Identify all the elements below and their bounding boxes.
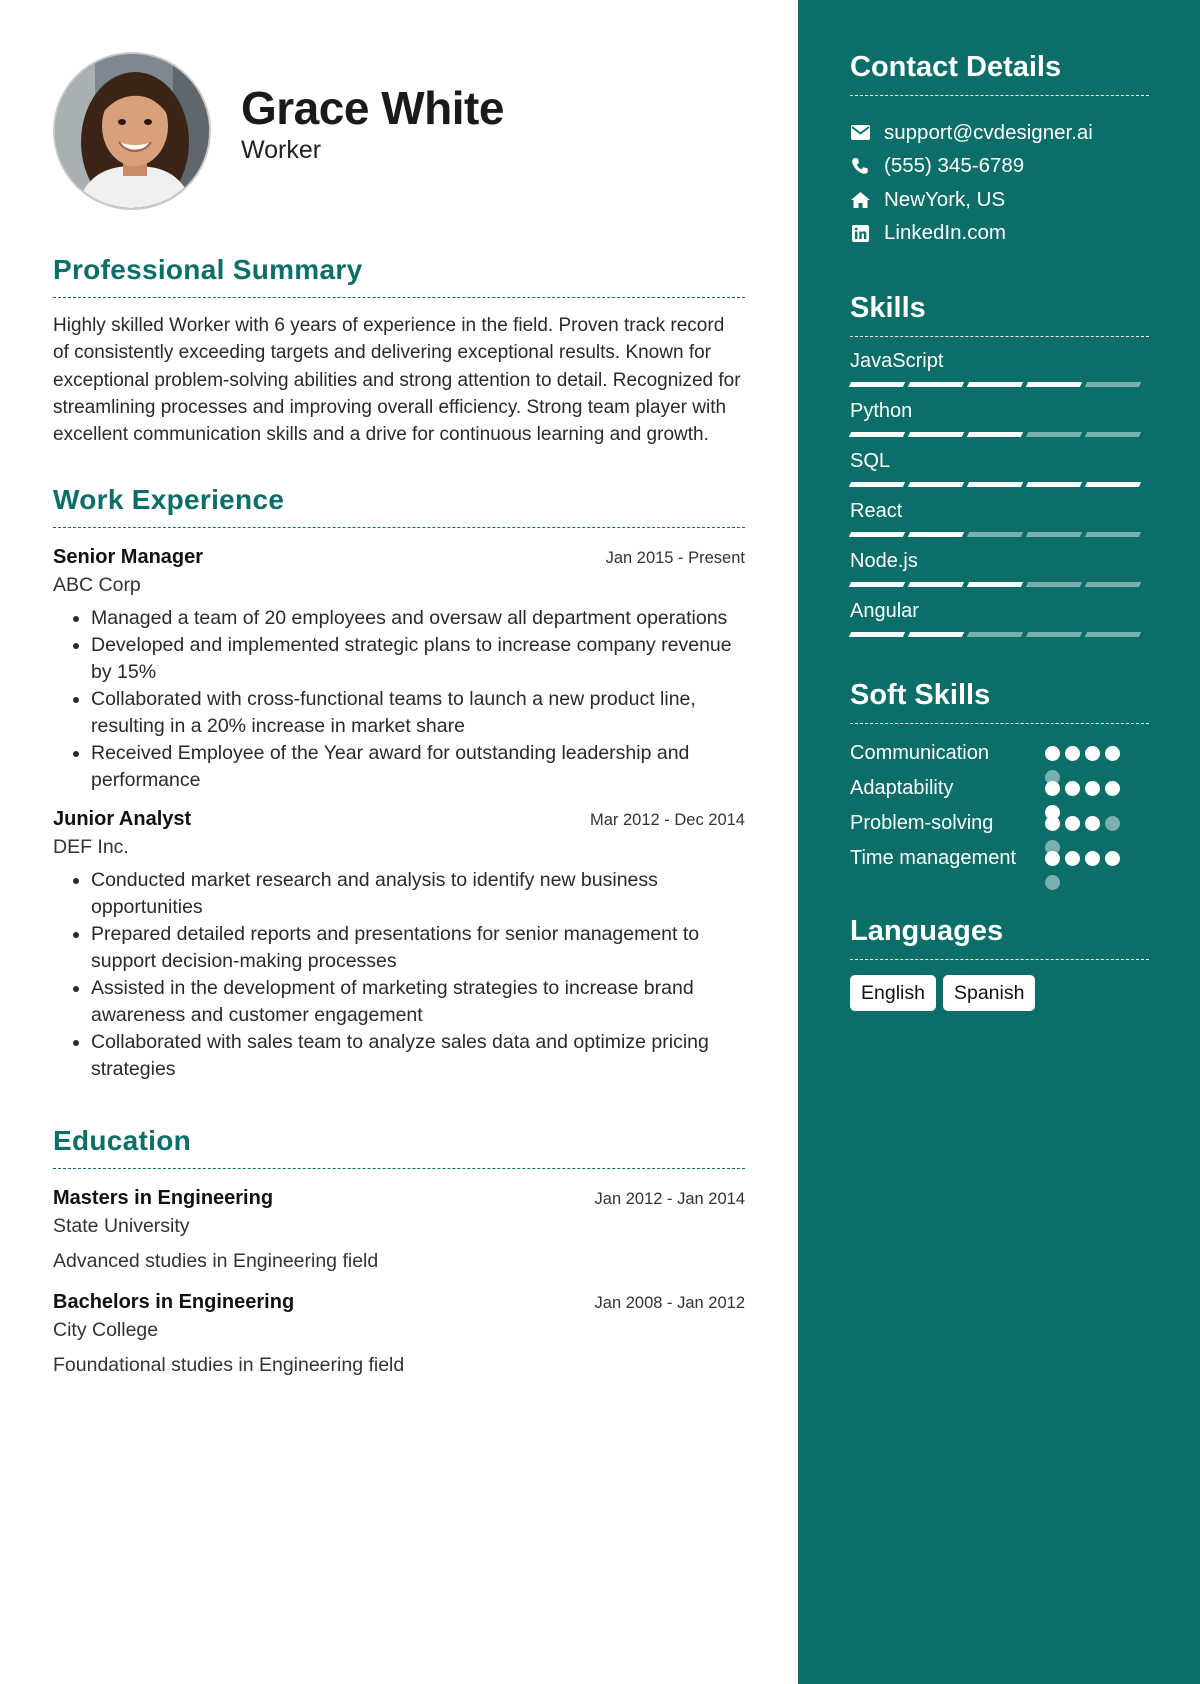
education-entry [53, 1187, 745, 1273]
rating-dot [1105, 781, 1120, 796]
degree-title: Bachelors in Engineering [53, 1291, 295, 1314]
skill-item [850, 599, 1149, 637]
rating-dot [1065, 851, 1080, 866]
skill-level-segment [967, 382, 1023, 387]
skill-level-segment [1085, 482, 1141, 487]
skill-level-segment [849, 632, 905, 637]
job-bullets [53, 605, 745, 794]
contact-location-text: NewYork, US [884, 187, 1006, 211]
candidate-name: Grace White [241, 82, 504, 134]
linkedin-icon [850, 223, 870, 243]
contact-phone[interactable] [850, 150, 1149, 184]
experience-section [53, 484, 745, 1083]
skill-level-bar [850, 432, 1149, 437]
rating-dot [1085, 816, 1100, 831]
languages-list [850, 975, 1149, 1011]
skill-level-segment [908, 532, 964, 537]
contact-phone-text: (555) 345-6789 [884, 154, 1025, 178]
soft-skill-item [850, 740, 1149, 775]
rating-dot [1045, 875, 1060, 890]
soft-skill-name: Adaptability [850, 777, 954, 799]
skill-level-segment [849, 382, 905, 387]
soft-skill-item [850, 775, 1149, 810]
rating-dot [1045, 816, 1060, 831]
skill-level-segment [1026, 632, 1082, 637]
soft-skills-list [850, 740, 1149, 880]
education-dates: Jan 2008 - Jan 2012 [594, 1294, 745, 1313]
rating-dot [1065, 816, 1080, 831]
skill-name: JavaScript [850, 350, 944, 372]
summary-text: Highly skilled Worker with 6 years of experience in the field. Proven track record of consistently exceeding targets and delivering exceptional results. Known for exceptional problem-solving abilities and strong attention to detail. Recognized for streamlining processes and improving overall efficiency. Strong team player with excellent communication skills and a drive for continuous learning and growth. [53, 315, 741, 446]
skill-level-bar [850, 582, 1149, 587]
skill-level-segment [967, 532, 1023, 537]
skill-level-bar [850, 532, 1149, 537]
job-bullets [53, 867, 745, 1083]
rating-dot [1105, 746, 1120, 761]
skill-level-segment [849, 432, 905, 437]
soft-skill-name: Time management [850, 847, 1016, 869]
skill-item [850, 349, 1149, 387]
job-company: ABC Corp [53, 574, 141, 597]
job-bullet: • Conducted market research and analysis to identify new business opportunities [91, 867, 745, 921]
contact-email-text: support@cvdesigner.ai [884, 120, 1093, 144]
rating-dot [1085, 746, 1100, 761]
soft-skill-rating [1045, 816, 1135, 832]
skill-level-segment [967, 582, 1023, 587]
languages-heading: Languages [850, 914, 1149, 960]
soft-skill-item [850, 810, 1149, 845]
soft-skill-name: Problem-solving [850, 812, 994, 834]
skill-level-segment [1085, 382, 1141, 387]
summary-section [53, 254, 745, 448]
resume-header [53, 52, 745, 210]
skill-item [850, 499, 1149, 537]
job-bullet: • Received Employee of the Year award for outstanding leadership and performance [91, 740, 745, 794]
contact-email[interactable] [850, 116, 1149, 150]
skill-level-segment [967, 482, 1023, 487]
summary-heading: Professional Summary [53, 254, 745, 298]
avatar-illustration [55, 54, 211, 210]
skill-item [850, 449, 1149, 487]
skill-level-segment [849, 532, 905, 537]
job-bullet: • Prepared detailed reports and presentations for senior management to support decision-making processes [91, 921, 745, 975]
job-dates: Jan 2015 - Present [605, 549, 745, 568]
skill-level-segment [967, 632, 1023, 637]
contact-section [850, 50, 1149, 250]
skill-level-bar [850, 482, 1149, 487]
education-description: Advanced studies in Engineering field [53, 1250, 379, 1273]
rating-dot [1045, 781, 1060, 796]
skill-name: SQL [850, 450, 891, 472]
soft-skill-name: Communication [850, 742, 989, 764]
skill-level-segment [908, 582, 964, 587]
rating-dot [1045, 746, 1060, 761]
profile-photo [53, 52, 211, 210]
skill-name: React [850, 500, 903, 522]
job-dates: Mar 2012 - Dec 2014 [589, 811, 745, 830]
rating-dot [1105, 851, 1120, 866]
soft-skill-rating [1045, 781, 1135, 797]
soft-skills-section [850, 678, 1149, 880]
sidebar [798, 0, 1200, 1684]
skill-name: Node.js [850, 550, 918, 572]
contact-heading: Contact Details [850, 50, 1149, 96]
skill-level-segment [1026, 432, 1082, 437]
skills-heading: Skills [850, 291, 1149, 337]
job-bullet: • Collaborated with sales team to analyze sales data and optimize pricing strategies [91, 1029, 745, 1083]
languages-section [850, 914, 1149, 1011]
contact-linkedin-text: LinkedIn.com [884, 221, 1006, 245]
soft-skill-item [850, 845, 1149, 880]
soft-skills-heading: Soft Skills [850, 678, 1149, 724]
rating-dot [1065, 781, 1080, 796]
job-bullet: • Assisted in the development of marketing strategies to increase brand awareness and customer engagement [91, 975, 745, 1029]
soft-skill-rating [1045, 851, 1135, 867]
skill-level-segment [1085, 432, 1141, 437]
education-heading: Education [53, 1125, 745, 1169]
skill-level-segment [1026, 582, 1082, 587]
skill-level-segment [1085, 582, 1141, 587]
skill-level-segment [908, 432, 964, 437]
job-bullet: • Managed a team of 20 employees and oversaw all department operations [91, 605, 745, 632]
language-tag: Spanish [943, 975, 1035, 1011]
education-section [53, 1125, 745, 1377]
degree-title: Masters in Engineering [53, 1187, 274, 1210]
skill-level-segment [1026, 382, 1082, 387]
skill-level-segment [908, 382, 964, 387]
skill-level-bar [850, 632, 1149, 637]
experience-heading: Work Experience [53, 484, 745, 528]
contact-linkedin[interactable] [850, 217, 1149, 251]
rating-dot [1085, 781, 1100, 796]
skill-level-segment [1026, 482, 1082, 487]
skill-name: Angular [850, 600, 919, 622]
rating-dot [1065, 746, 1080, 761]
skill-level-segment [1085, 632, 1141, 637]
education-description: Foundational studies in Engineering field [53, 1354, 405, 1377]
education-entry [53, 1291, 745, 1377]
skills-section [850, 291, 1149, 637]
job-entry [53, 546, 745, 794]
skill-item [850, 399, 1149, 437]
job-bullet: • Collaborated with cross-functional teams to launch a new product line, resulting in a 20% increase in market share [91, 686, 745, 740]
job-company: DEF Inc. [53, 836, 129, 859]
skill-name: Python [850, 400, 913, 422]
education-dates: Jan 2012 - Jan 2014 [594, 1190, 745, 1209]
job-entry [53, 808, 745, 1083]
skill-level-segment [1085, 532, 1141, 537]
home-icon [850, 190, 870, 210]
job-title: Senior Manager [53, 546, 204, 569]
school-name: State University [53, 1215, 190, 1238]
skills-list [850, 349, 1149, 637]
skill-level-bar [850, 382, 1149, 387]
envelope-icon [850, 123, 870, 143]
soft-skill-rating [1045, 746, 1135, 762]
skill-level-segment [849, 582, 905, 587]
phone-icon [850, 156, 870, 176]
school-name: City College [53, 1319, 159, 1342]
skill-level-segment [1026, 532, 1082, 537]
job-title: Junior Analyst [53, 808, 192, 831]
skill-level-segment [849, 482, 905, 487]
skill-level-segment [908, 632, 964, 637]
language-tag: English [850, 975, 936, 1011]
skill-level-segment [908, 482, 964, 487]
rating-dot [1085, 851, 1100, 866]
rating-dot [1045, 851, 1060, 866]
skill-level-segment [967, 432, 1023, 437]
candidate-role: Worker [241, 136, 322, 164]
skill-item [850, 549, 1149, 587]
job-bullet: • Developed and implemented strategic plans to increase company revenue by 15% [91, 632, 745, 686]
rating-dot [1105, 816, 1120, 831]
contact-location [850, 183, 1149, 217]
